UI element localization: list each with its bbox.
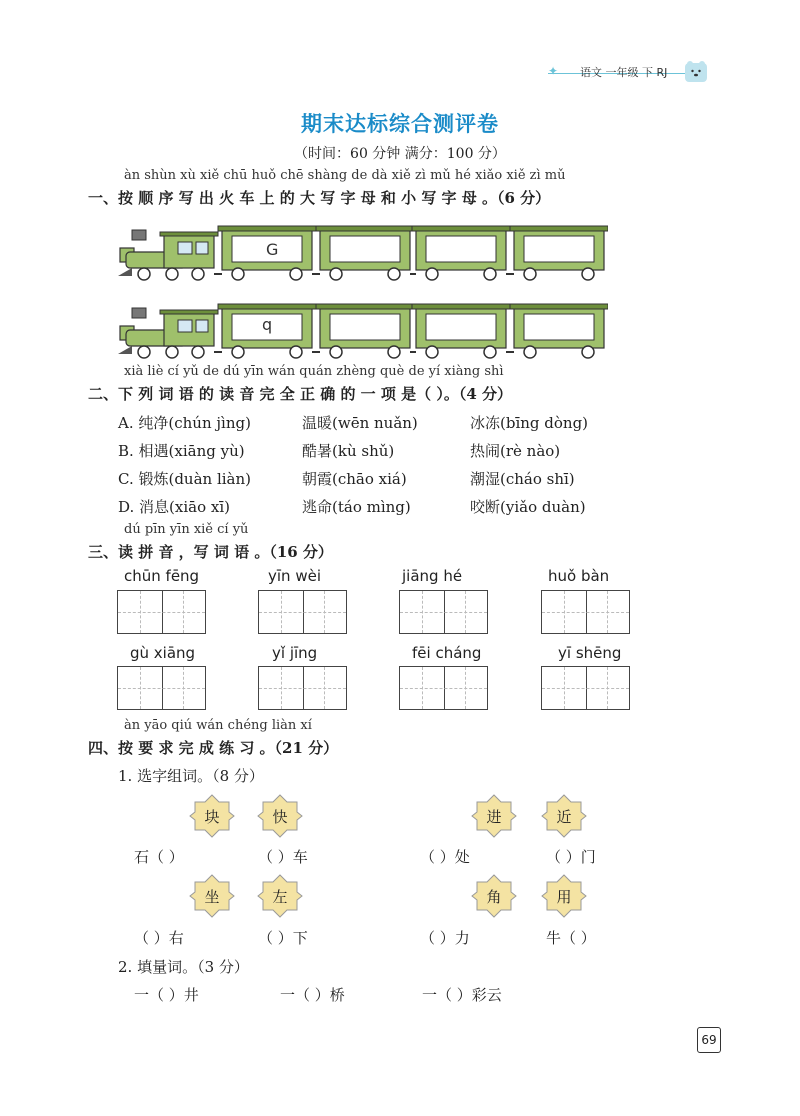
char-badge bbox=[471, 794, 517, 838]
char-badge bbox=[257, 874, 303, 918]
svg-text:进: 进 bbox=[486, 808, 502, 826]
locomotive-icon bbox=[118, 308, 218, 358]
writing-box[interactable] bbox=[258, 666, 347, 710]
train-lowercase bbox=[118, 296, 608, 364]
blank-fill[interactable]: （ ）门 bbox=[546, 848, 596, 866]
svg-text:左: 左 bbox=[272, 888, 288, 906]
writing-box[interactable] bbox=[117, 666, 206, 710]
wagon-3 bbox=[412, 304, 510, 358]
pinyin-word: fēi cháng bbox=[412, 644, 482, 662]
option-a-3: 冰冻(bīng dòng) bbox=[470, 414, 589, 432]
q4-pinyin: àn yāo qiú wán chéng liàn xí bbox=[124, 718, 312, 733]
locomotive-icon bbox=[118, 230, 218, 280]
blank-fill[interactable]: （ ）车 bbox=[258, 848, 308, 866]
svg-text:块: 块 bbox=[204, 808, 220, 826]
blank-fill[interactable]: （ ）处 bbox=[420, 848, 470, 866]
q2-pinyin: xià liè cí yǔ de dú yīn wán quán zhèng què de yí xiàng shì bbox=[124, 364, 504, 379]
star-icon: ✦ bbox=[548, 64, 559, 78]
page-number: 69 bbox=[697, 1027, 721, 1053]
svg-text:近: 近 bbox=[556, 808, 572, 826]
train-uppercase bbox=[118, 218, 608, 286]
char-badge bbox=[189, 794, 235, 838]
svg-text:用: 用 bbox=[556, 888, 572, 906]
exam-time-info: （时间：60 分钟 满分：100 分） bbox=[294, 146, 506, 162]
pinyin-word: yī shēng bbox=[558, 644, 622, 662]
writing-box[interactable] bbox=[258, 590, 347, 634]
writing-box[interactable] bbox=[399, 590, 488, 634]
upper-letter: G bbox=[266, 240, 279, 259]
char-badge bbox=[471, 874, 517, 918]
writing-box[interactable] bbox=[399, 666, 488, 710]
pinyin-word: gù xiāng bbox=[130, 644, 196, 662]
option-a-2: 温暖(wēn nuǎn) bbox=[302, 414, 418, 432]
blank-fill[interactable]: 一（ ）桥 bbox=[280, 986, 345, 1004]
option-d-2: 逃命(táo mìng) bbox=[302, 498, 411, 516]
q3-pinyin: dú pīn yīn xiě cí yǔ bbox=[124, 522, 249, 537]
wagon-4 bbox=[510, 304, 608, 358]
pinyin-word: huǒ bàn bbox=[548, 567, 610, 585]
svg-text:坐: 坐 bbox=[204, 888, 220, 906]
q4-heading: 四、按 要 求 完 成 练 习 。（21 分） bbox=[88, 739, 339, 757]
option-c-2: 朝霞(chāo xiá) bbox=[302, 470, 407, 488]
blank-fill[interactable]: （ ）下 bbox=[258, 929, 308, 947]
blank-fill[interactable]: 一（ ）井 bbox=[134, 986, 199, 1004]
option-d-1: D. 消息(xiāo xī) bbox=[118, 498, 230, 516]
writing-box[interactable] bbox=[541, 666, 630, 710]
char-badge bbox=[541, 874, 587, 918]
option-b-2: 酷暑(kù shǔ) bbox=[302, 442, 395, 460]
option-c-1: C. 锻炼(duàn liàn) bbox=[118, 470, 252, 488]
page-title: 期末达标综合测评卷 bbox=[301, 111, 499, 136]
writing-box[interactable] bbox=[541, 590, 630, 634]
q2-heading: 二、下 列 词 语 的 读 音 完 全 正 确 的 一 项 是（ ）。（4 分） bbox=[88, 385, 512, 403]
writing-box[interactable] bbox=[117, 590, 206, 634]
svg-text:角: 角 bbox=[486, 888, 502, 906]
pinyin-word: yīn wèi bbox=[268, 567, 321, 585]
lower-letter: q bbox=[262, 315, 273, 334]
char-badge bbox=[189, 874, 235, 918]
blank-fill[interactable]: 牛（ ） bbox=[546, 929, 596, 947]
pinyin-word: jiāng hé bbox=[402, 567, 463, 585]
q1-pinyin: àn shùn xù xiě chū huǒ chē shàng de dà xiě zì mǔ hé xiǎo xiě zì mǔ bbox=[124, 168, 566, 183]
option-d-3: 咬断(yiǎo duàn) bbox=[470, 498, 586, 516]
blank-fill[interactable]: 一（ ）彩云 bbox=[422, 986, 502, 1004]
q4-sub2-title: 2. 填量词。（3 分） bbox=[118, 958, 249, 976]
blank-fill[interactable]: （ ）右 bbox=[134, 929, 184, 947]
option-a-1: A. 纯净(chún jìng) bbox=[118, 414, 251, 432]
wagon-3 bbox=[412, 226, 510, 280]
blank-fill[interactable]: （ ）力 bbox=[420, 929, 470, 947]
blank-fill[interactable]: 石（ ） bbox=[134, 848, 184, 866]
pinyin-word: chūn fēng bbox=[124, 567, 200, 585]
option-c-3: 潮湿(cháo shī) bbox=[470, 470, 575, 488]
option-b-3: 热闹(rè nào) bbox=[470, 442, 561, 460]
wagon-4 bbox=[510, 226, 608, 280]
bear-icon bbox=[684, 59, 708, 83]
q1-heading: 一、按 顺 序 写 出 火 车 上 的 大 写 字 母 和 小 写 字 母 。（6 分） bbox=[88, 189, 551, 207]
char-badge bbox=[257, 794, 303, 838]
q4-sub1-title: 1. 选字组词。（8 分） bbox=[118, 767, 264, 785]
pinyin-word: yǐ jīng bbox=[272, 644, 318, 662]
wagon-2 bbox=[316, 304, 414, 358]
header-subject: 语文 一年级 下 RJ bbox=[580, 66, 668, 79]
option-b-1: B. 相遇(xiāng yù) bbox=[118, 442, 245, 460]
svg-text:快: 快 bbox=[272, 808, 288, 826]
wagon-2 bbox=[316, 226, 414, 280]
q3-heading: 三、读 拼 音 ，写 词 语 。（16 分） bbox=[88, 543, 333, 561]
char-badge bbox=[541, 794, 587, 838]
